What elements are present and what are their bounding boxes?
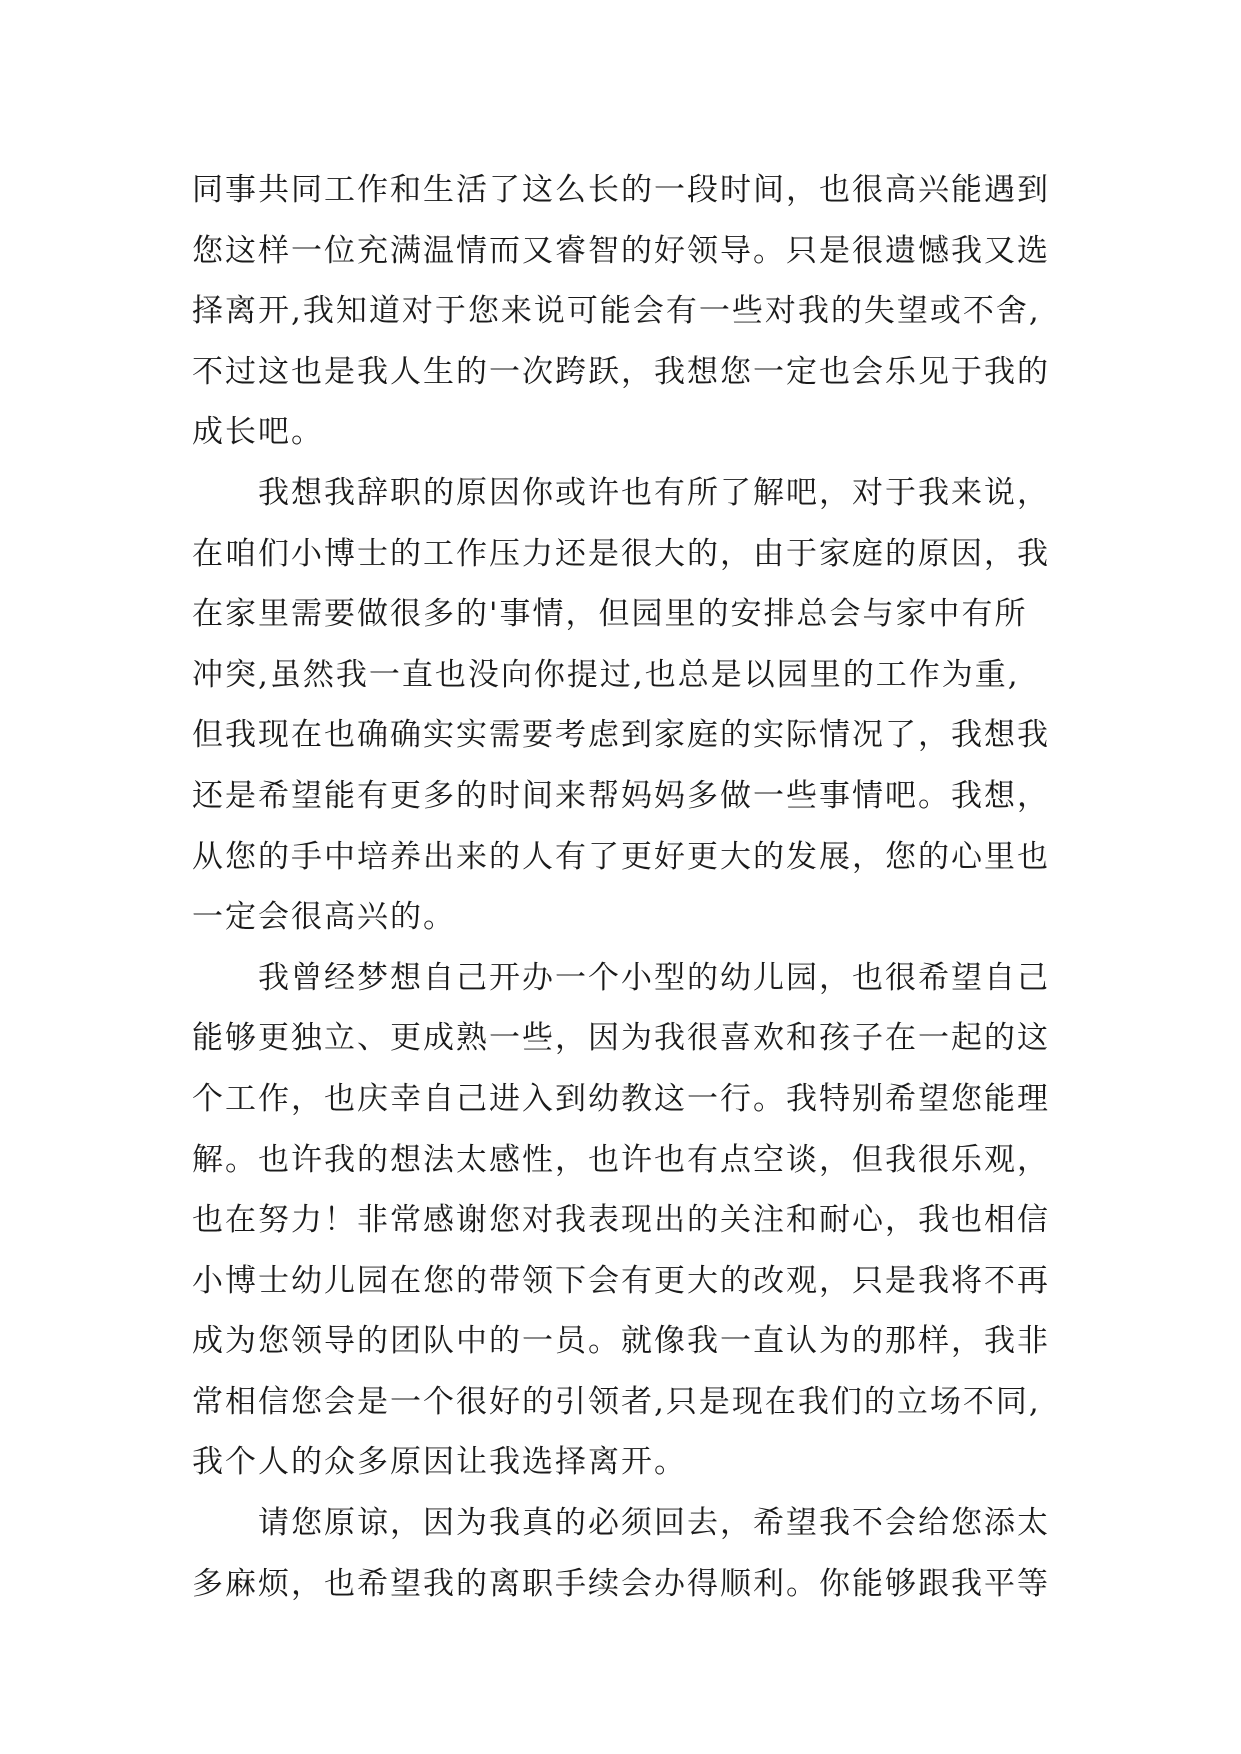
text-line: 从您的手中培养出来的人有了更好更大的发展，您的心里也 [192,838,1050,875]
text-line: 冲突,虽然我一直也没向你提过,也总是以园里的工作为重, [192,656,1020,693]
text-line: 多麻烦，也希望我的离职手续会办得顺利。你能够跟我平等 [192,1565,1050,1602]
text-line: 能够更独立、更成熟一些，因为我很喜欢和孩子在一起的这 [192,1020,1050,1057]
text-line: 常相信您会是一个很好的引领者,只是现在我们的立场不同, [192,1383,1041,1420]
text-line: 成长吧。 [192,414,324,451]
text-line: 在家里需要做很多的'事情，但园里的安排总会与家中有所 [192,596,1028,633]
paragraph-start-line: 请您原谅，因为我真的必须回去，希望我不会给您添太 [258,1505,1050,1542]
body-text [192,160,1092,1614]
text-line: 同事共同工作和生活了这么长的一段时间，也很高兴能遇到 [192,172,1050,208]
text-line: 解。也许我的想法太感性，也许也有点空谈，但我很乐观， [192,1141,1050,1178]
text-line: 但我现在也确确实实需要考虑到家庭的实际情况了，我想我 [192,717,1050,754]
text-line: 个工作，也庆幸自己进入到幼教这一行。我特别希望您能理 [192,1080,1050,1117]
paragraph-start-line: 我曾经梦想自己开办一个小型的幼儿园，也很希望自己 [258,959,1050,996]
text-line: 在咱们小博士的工作压力还是很大的，由于家庭的原因，我 [192,535,1050,572]
text-line: 我个人的众多原因让我选择离开。 [192,1444,687,1481]
paragraph-start-line: 我想我辞职的原因你或许也有所了解吧，对于我来说， [258,474,1050,511]
text-line: 成为您领导的团队中的一员。就像我一直认为的那样，我非 [192,1323,1050,1360]
text-line: 小博士幼儿园在您的带领下会有更大的改观，只是我将不再 [192,1262,1050,1299]
text-line: 您这样一位充满温情而又睿智的好领导。只是很遗憾我又选 [192,232,1050,269]
text-line: 择离开,我知道对于您来说可能会有一些对我的失望或不舍, [192,293,1041,330]
text-line: 一定会很高兴的。 [192,899,456,936]
text-line: 不过这也是我人生的一次跨跃，我想您一定也会乐见于我的 [192,353,1050,390]
text-line: 也在努力！非常感谢您对我表现出的关注和耐心，我也相信 [192,1202,1050,1239]
text-line: 还是希望能有更多的时间来帮妈妈多做一些事情吧。我想， [192,777,1050,814]
